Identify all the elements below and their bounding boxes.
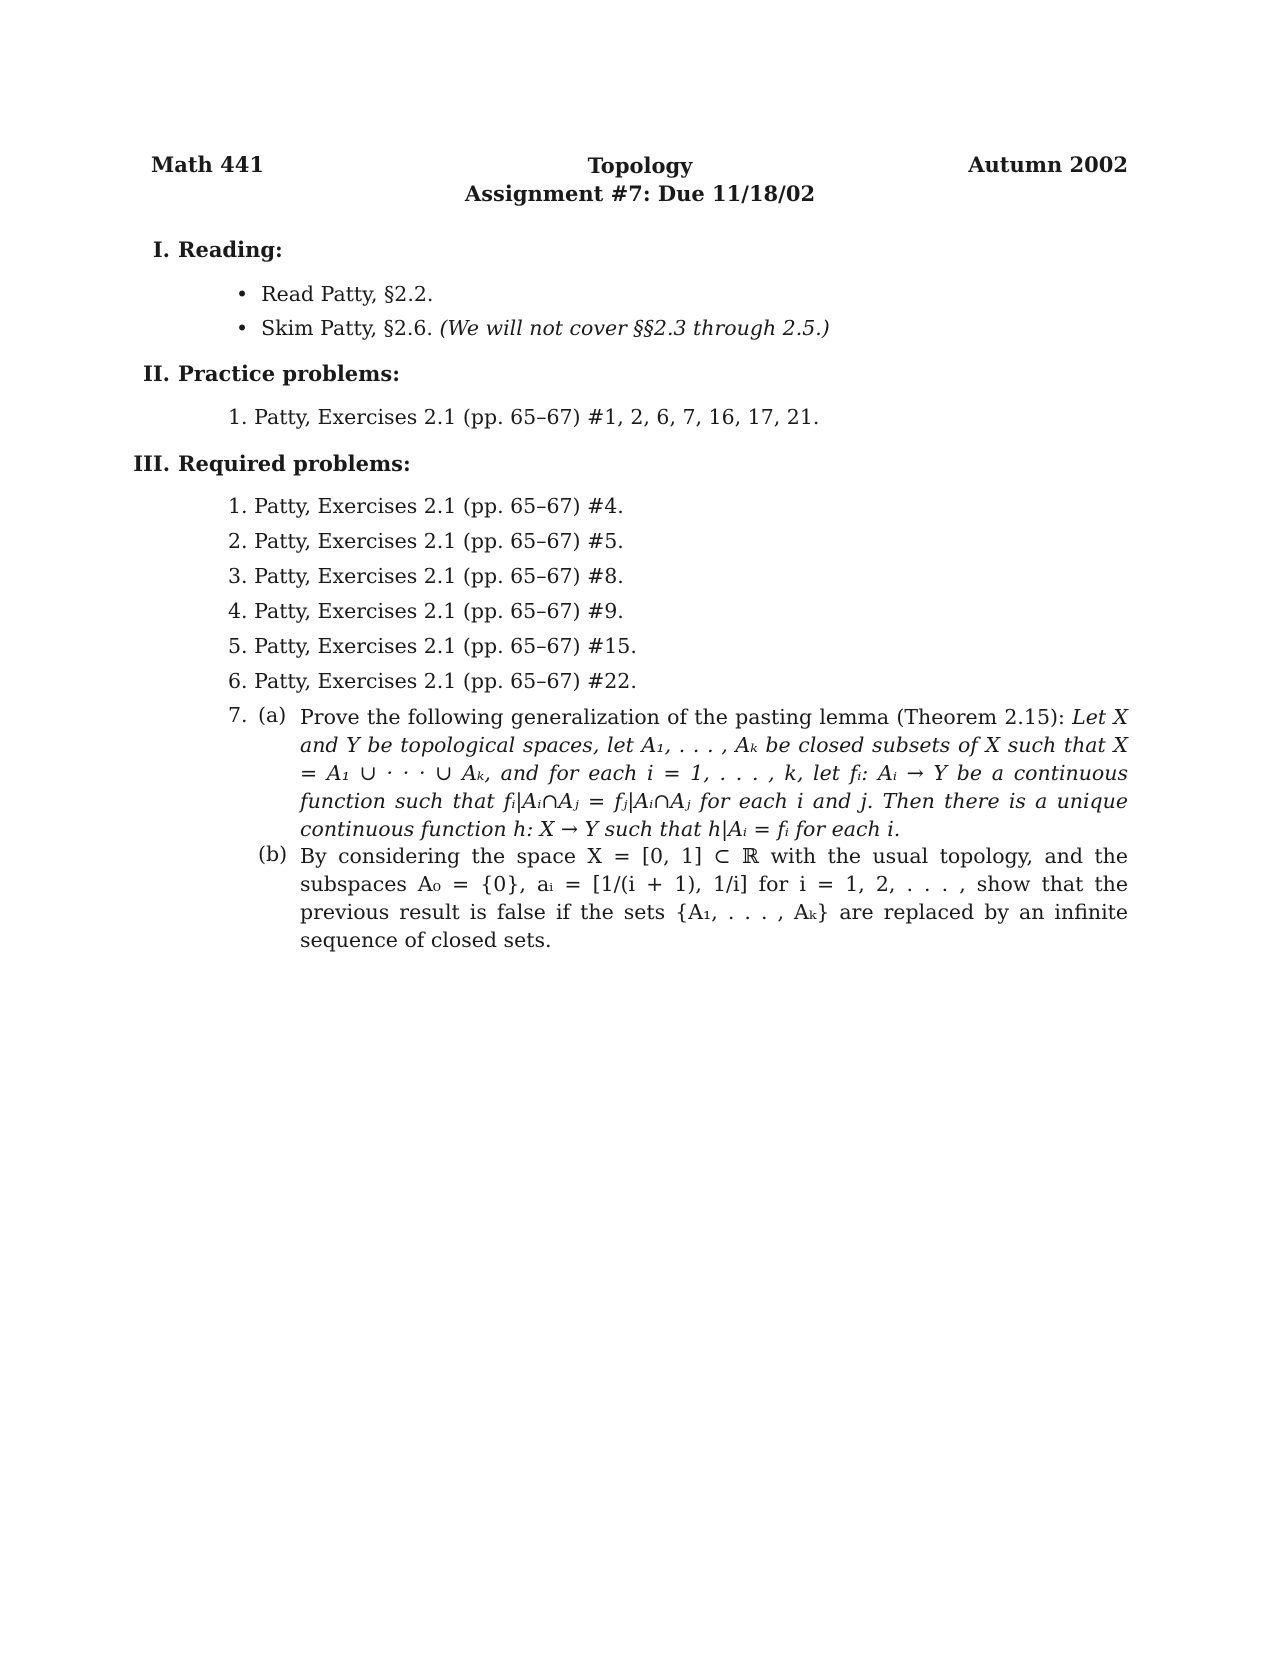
assignment-title: Assignment #7: Due 11/18/02 (464, 181, 816, 206)
item-number: 2. (228, 529, 248, 553)
problem-7-number: 7. (228, 703, 248, 727)
list-item (236, 316, 830, 340)
list-item (228, 599, 624, 623)
part-b-text: By considering the space X = [0, 1] ⊂ ℝ with the usual topology, and the subspaces A₀ = {0}, aᵢ = [1/(i + 1), 1/i] for i = 1, 2, . . . , show that the previous result is false if the sets {A₁, . . . , Aₖ} are replaced by an infinite sequence of closed sets. (300, 844, 1128, 952)
list-item (236, 282, 433, 306)
item-text: Patty, Exercises 2.1 (pp. 65–67) #8. (254, 564, 624, 588)
item-text: Patty, Exercises 2.1 (pp. 65–67) #4. (254, 494, 624, 518)
item-text: Patty, Exercises 2.1 (pp. 65–67) #22. (254, 669, 637, 693)
item-text: Patty, Exercises 2.1 (pp. 65–67) #1, 2, 6, 7, 16, 17, 21. (254, 405, 820, 429)
part-a-statement: Let X and Y be topological spaces, let A₁, . . . , Aₖ be closed subsets of X such that X = A₁ ∪ · · · ∪ Aₖ, and for each i = 1, . . . , k, let fᵢ: Aᵢ → Y be a continuous function such that fᵢ|Aᵢ∩Aⱼ = fⱼ|Aᵢ∩Aⱼ for each i and j. Then there is a unique continuous function h: X → Y such that h|Aᵢ = fᵢ for each i. (300, 705, 1128, 841)
section-numeral: I. (152, 237, 170, 262)
term-label: Autumn 2002 (968, 152, 1128, 177)
item-text: Patty, Exercises 2.1 (pp. 65–67) #5. (254, 529, 624, 553)
reading-text: Read Patty, §2.2. (261, 282, 434, 306)
item-number: 3. (228, 564, 248, 588)
bullet: • (236, 316, 249, 340)
item-number: 6. (228, 669, 248, 693)
list-item (228, 669, 637, 693)
section-numeral: II. (143, 361, 170, 386)
list-item (228, 494, 624, 518)
item-number: 1. (228, 405, 248, 429)
part-b-label: (b) (258, 842, 288, 866)
list-item (228, 564, 624, 588)
bullet: • (236, 282, 249, 306)
list-item (228, 405, 819, 429)
subject-title: Topology (587, 153, 693, 178)
part-a-intro: Prove the following generalization of the pasting lemma (Theorem 2.15): (300, 705, 1065, 729)
section-numeral: III. (133, 451, 170, 476)
item-number: 1. (228, 494, 248, 518)
part-a-label: (a) (258, 703, 287, 727)
reading-text: Skim Patty, §2.6. (261, 316, 433, 340)
section-reading-heading (120, 237, 283, 262)
reading-note: (We will not cover §§2.3 through 2.5.) (439, 316, 830, 340)
item-number: 5. (228, 634, 248, 658)
list-item (228, 529, 624, 553)
item-text: Patty, Exercises 2.1 (pp. 65–67) #15. (254, 634, 637, 658)
section-title: Reading: (178, 237, 283, 262)
item-number: 4. (228, 599, 248, 623)
list-item (228, 634, 637, 658)
section-required-heading (120, 451, 411, 476)
course-label: Math 441 (151, 152, 264, 177)
section-practice-heading (120, 361, 400, 386)
part-a-text (300, 703, 1128, 843)
section-title: Practice problems: (178, 361, 400, 386)
item-text: Patty, Exercises 2.1 (pp. 65–67) #9. (254, 599, 624, 623)
section-title: Required problems: (178, 451, 411, 476)
